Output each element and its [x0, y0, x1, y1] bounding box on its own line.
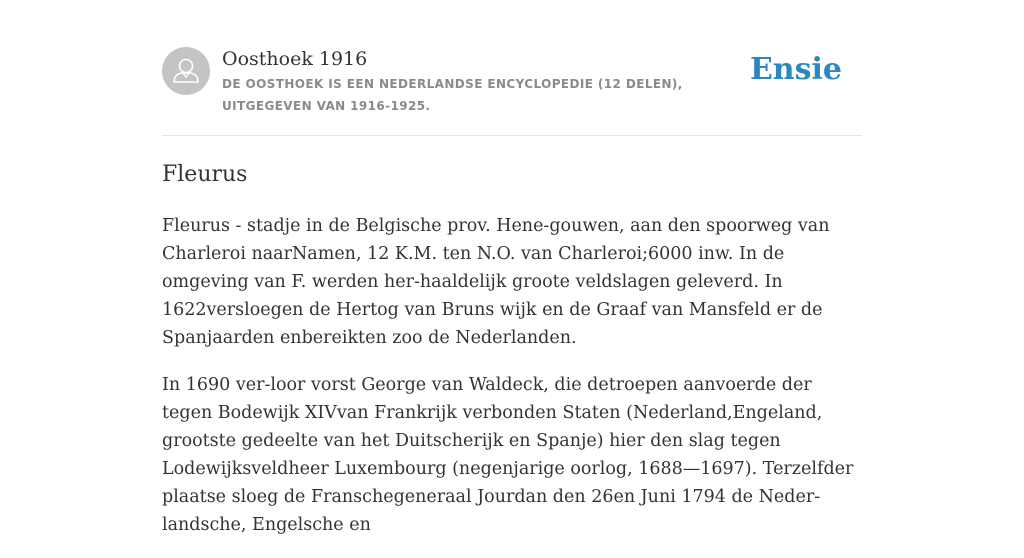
header-divider — [162, 135, 862, 136]
user-placeholder-icon[interactable] — [162, 47, 210, 95]
source-title[interactable]: Oosthoek 1916 — [222, 48, 368, 70]
source-header — [162, 44, 862, 116]
article-body — [162, 212, 862, 558]
article-title: Fleurus — [162, 162, 248, 187]
ensie-logo[interactable]: Ensie — [749, 52, 842, 87]
article-paragraph: In 1690 ver-loor vorst George van Waldeck, die detroepen aanvoerde der tegen Bodewijk XIVvan Frankrijk verbonden Staten (Nederland,Engeland, grootste gedeelte van het Duitscherijk en Spanje) hier den slag tegen Lodewijksveldheer Luxembourg (negenjarige oorlog, 1688—1697). Terzelfder plaatse sloeg de Franschegeneraal Jourdan den 26en Juni 1794 de Neder-landsche, Engelsche en — [162, 375, 854, 535]
article-paragraph: Fleurus - stadje in de Belgische prov. Hene-gouwen, aan den spoorweg van Charleroi naarNamen, 12 K.M. ten N.O. van Charleroi;6000 inw. In de omgeving van F. werden her-haaldelijk groote veldslagen geleverd. In 1622versloegen de Hertog van Bruns wijk en de Graaf van Mansfeld er de Spanjaarden enbereikten zoo de Nederlanden. — [162, 216, 830, 348]
source-description: DE OOSTHOEK IS EEN NEDERLANDSE ENCYCLOPEDIE (12 DELEN), UITGEGEVEN VAN 1916-1925. — [222, 77, 683, 113]
